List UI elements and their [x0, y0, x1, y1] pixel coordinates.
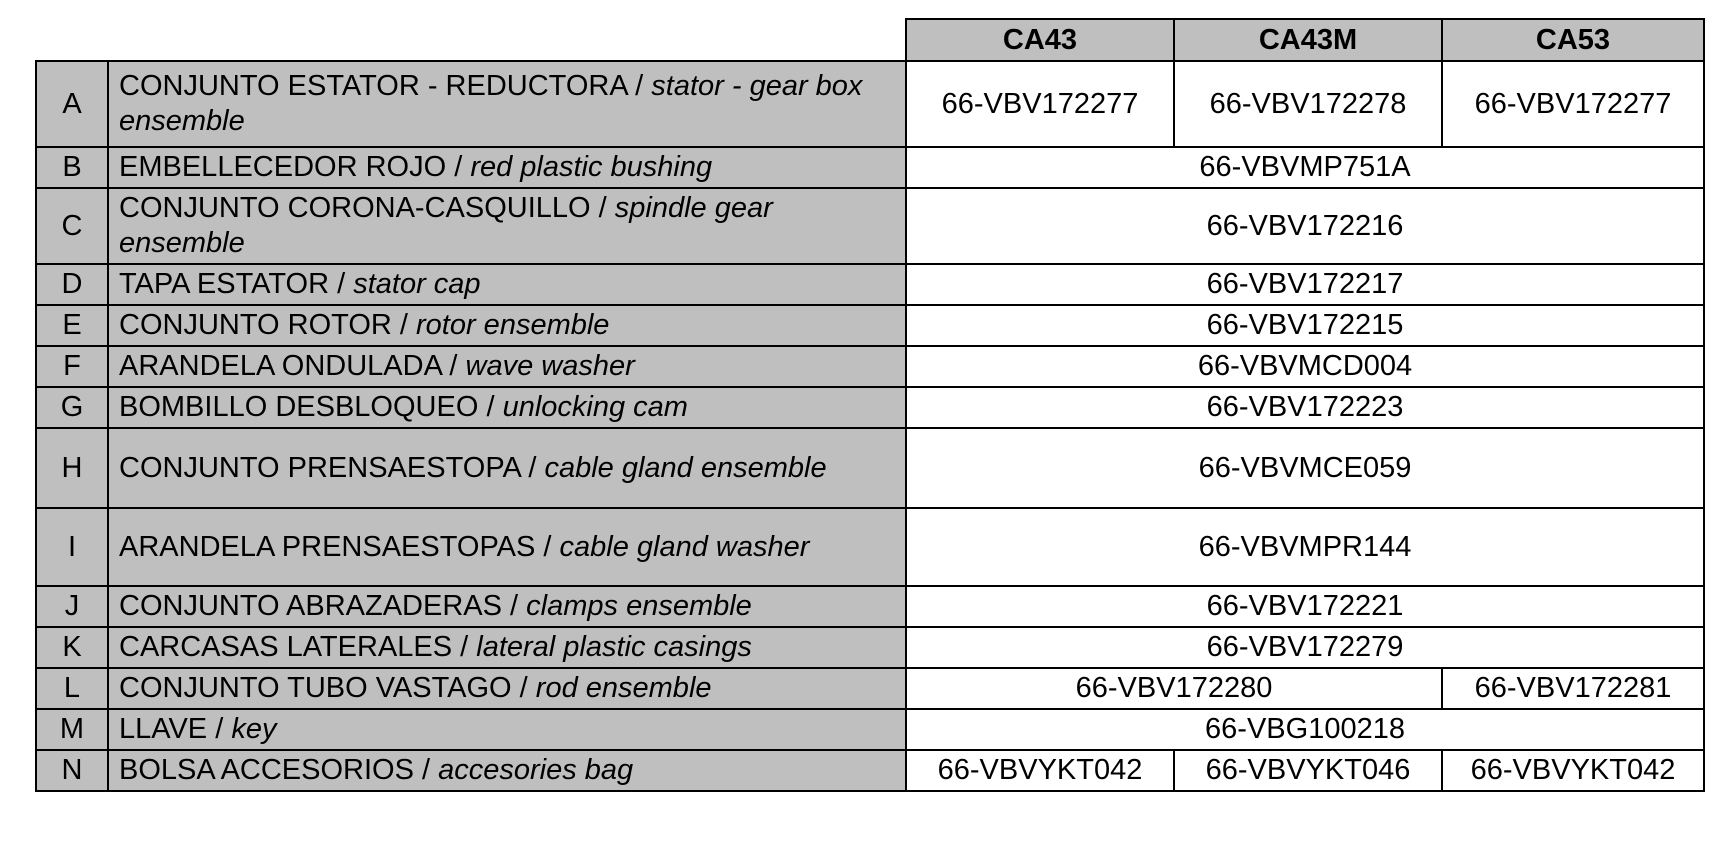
table-row: [36, 305, 1704, 346]
separator: /: [501, 590, 527, 622]
part-name-english: spindle gear ensemble: [119, 192, 773, 259]
part-name-english: wave washer: [465, 350, 635, 382]
part-name-english: cable gland washer: [559, 530, 810, 563]
header-row: [36, 19, 1704, 61]
part-name-spanish: CONJUNTO TUBO VASTAGO: [119, 672, 512, 704]
table-row: [36, 627, 1704, 668]
part-description: [108, 305, 906, 346]
part-description: [108, 508, 906, 586]
part-name-spanish: BOMBILLO DESBLOQUEO: [119, 391, 479, 423]
part-name-spanish: BOLSA ACCESORIOS: [119, 754, 414, 786]
separator: /: [627, 70, 652, 102]
part-name-spanish: ARANDELA PRENSAESTOPAS: [119, 530, 536, 563]
separator: /: [391, 309, 416, 341]
part-code: 66-VBV172217: [906, 264, 1704, 305]
part-name-english: rod ensemble: [535, 672, 712, 704]
separator: /: [413, 754, 439, 786]
part-code: 66-VBV172223: [906, 387, 1704, 428]
table-row: [36, 346, 1704, 387]
row-letter: L: [36, 668, 108, 709]
part-description: [108, 188, 906, 264]
part-description: [108, 147, 906, 188]
part-name-spanish: ARANDELA ONDULADA: [119, 350, 442, 382]
table-row: [36, 668, 1704, 709]
table-row: [36, 586, 1704, 627]
part-name-english: cable gland ensemble: [544, 451, 827, 484]
part-name-spanish: CONJUNTO PRENSAESTOPA: [119, 451, 521, 484]
part-name-english: key: [231, 713, 277, 745]
part-name-spanish: TAPA ESTATOR: [119, 268, 330, 300]
part-code: 66-VBVMPR144: [906, 508, 1704, 586]
part-description: [108, 264, 906, 305]
header-ca43: CA43: [906, 19, 1174, 61]
part-name-english: lateral plastic casings: [476, 631, 752, 663]
part-description: [108, 750, 906, 791]
part-code: 66-VBV172279: [906, 627, 1704, 668]
row-letter: J: [36, 586, 108, 627]
separator: /: [329, 268, 354, 300]
part-name-english: accesories bag: [438, 754, 634, 786]
part-name-english: rotor ensemble: [416, 309, 610, 341]
part-description: [108, 61, 906, 147]
separator: /: [535, 530, 560, 563]
row-letter: C: [36, 188, 108, 264]
part-description: [108, 387, 906, 428]
table-row: [36, 147, 1704, 188]
part-name-spanish: CONJUNTO ABRAZADERAS: [119, 590, 502, 622]
separator: /: [452, 631, 477, 663]
part-name-english: red plastic bushing: [470, 151, 713, 183]
table-row: [36, 188, 1704, 264]
table-row: [36, 61, 1704, 147]
row-letter: B: [36, 147, 108, 188]
header-blank: [36, 19, 906, 61]
part-description: [108, 709, 906, 750]
part-description: [108, 346, 906, 387]
part-code: 66-VBV172277: [906, 61, 1174, 147]
part-name-spanish: LLAVE: [119, 713, 208, 745]
header-ca53: CA53: [1442, 19, 1704, 61]
table-row: [36, 750, 1704, 791]
part-code: 66-VBV172277: [1442, 61, 1704, 147]
separator: /: [207, 713, 232, 745]
part-description: [108, 627, 906, 668]
part-name-english: stator cap: [353, 268, 481, 300]
part-code: 66-VBVYKT046: [1174, 750, 1442, 791]
row-letter: M: [36, 709, 108, 750]
row-letter: D: [36, 264, 108, 305]
part-code: 66-VBV172216: [906, 188, 1704, 264]
part-code: 66-VBV172215: [906, 305, 1704, 346]
row-letter: F: [36, 346, 108, 387]
part-name-english: clamps ensemble: [526, 590, 752, 622]
part-name-english: unlocking cam: [502, 391, 688, 423]
part-code: 66-VBVYKT042: [906, 750, 1174, 791]
part-description: [108, 428, 906, 508]
row-letter: E: [36, 305, 108, 346]
header-ca43m: CA43M: [1174, 19, 1442, 61]
separator: /: [441, 350, 466, 382]
table-row: [36, 264, 1704, 305]
part-code: 66-VBV172281: [1442, 668, 1704, 709]
part-name-spanish: CARCASAS LATERALES: [119, 631, 453, 663]
part-code: 66-VBVMCE059: [906, 428, 1704, 508]
part-code: 66-VBG100218: [906, 709, 1704, 750]
spare-parts-table: [35, 18, 1705, 792]
table-row: [36, 428, 1704, 508]
separator: /: [511, 672, 536, 704]
part-code: 66-VBV172280: [906, 668, 1442, 709]
table-row: [36, 508, 1704, 586]
part-name-spanish: CONJUNTO CORONA-CASQUILLO: [119, 192, 591, 224]
part-name-spanish: CONJUNTO ROTOR: [119, 309, 392, 341]
part-name-english: stator - gear box ensemble: [119, 70, 863, 137]
part-code: 66-VBVMCD004: [906, 346, 1704, 387]
row-letter: N: [36, 750, 108, 791]
row-letter: K: [36, 627, 108, 668]
table-row: [36, 709, 1704, 750]
row-letter: I: [36, 508, 108, 586]
part-name-spanish: EMBELLECEDOR ROJO: [119, 151, 447, 183]
part-code: 66-VBV172221: [906, 586, 1704, 627]
separator: /: [520, 451, 545, 484]
part-code: 66-VBV172278: [1174, 61, 1442, 147]
table-row: [36, 387, 1704, 428]
part-name-spanish: CONJUNTO ESTATOR - REDUCTORA: [119, 70, 628, 102]
separator: /: [446, 151, 471, 183]
row-letter: H: [36, 428, 108, 508]
part-description: [108, 668, 906, 709]
row-letter: G: [36, 387, 108, 428]
row-letter: A: [36, 61, 108, 147]
part-code: 66-VBVYKT042: [1442, 750, 1704, 791]
part-code: 66-VBVMP751A: [906, 147, 1704, 188]
separator: /: [590, 192, 615, 224]
separator: /: [478, 391, 503, 423]
part-description: [108, 586, 906, 627]
